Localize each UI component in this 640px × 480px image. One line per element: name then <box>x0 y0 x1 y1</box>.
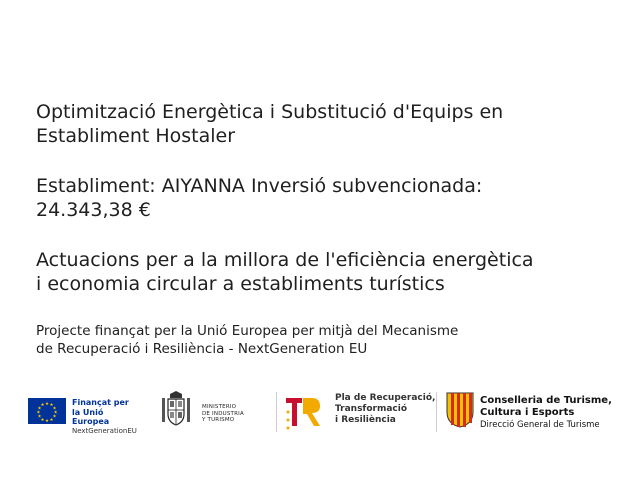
prtr-text <box>335 393 435 426</box>
svg-text:★: ★ <box>49 403 54 409</box>
eu-logo-text <box>72 398 138 436</box>
actions-line-1: Actuacions per a la millora de l'eficiència energètica <box>36 249 534 271</box>
conselleria-text <box>480 395 612 431</box>
svg-text:★: ★ <box>36 410 41 416</box>
spain-coat-of-arms-icon <box>160 390 192 430</box>
svg-text:★: ★ <box>52 414 57 420</box>
svg-text:★: ★ <box>40 417 45 423</box>
eu-logo <box>28 388 138 438</box>
project-title <box>36 100 616 148</box>
funding-note <box>36 322 616 358</box>
main-content <box>36 100 616 372</box>
ministry-logo <box>160 388 260 438</box>
logo-divider-1 <box>276 392 277 432</box>
establishment-line-1: Establiment: AIYANNA Inversió subvencionada: <box>36 175 483 197</box>
eu-line-2: la Unió Europea <box>72 407 110 426</box>
actions-description <box>36 248 616 296</box>
conselleria-line-1: Conselleria de Turisme, <box>480 395 612 406</box>
conselleria-line-3: Direcció General de Turisme <box>480 420 600 430</box>
ministry-line-2: DE INDUSTRIA <box>202 410 244 417</box>
svg-text:★: ★ <box>44 402 50 407</box>
svg-text:★: ★ <box>37 406 42 412</box>
prtr-tr-icon <box>284 392 326 434</box>
conselleria-line-2: Cultura i Esports <box>480 407 575 418</box>
actions-line-2: i economia circular a establiments turístics <box>36 273 445 295</box>
funding-line-2: de Recuperació i Resiliència - NextGeneration EU <box>36 341 368 357</box>
project-title-line-1: Optimització Energètica i Substitució d'Equips en <box>36 101 504 123</box>
ministry-line-3: Y TURISMO <box>202 417 235 423</box>
logo-divider-2 <box>436 392 437 432</box>
ministry-line-1: MINISTERIO <box>202 404 237 410</box>
prtr-line-2: Transformació <box>335 404 408 414</box>
establishment-info <box>36 174 616 222</box>
project-title-line-2: Establiment Hostaler <box>36 125 236 147</box>
eu-line-3: NextGenerationEU <box>72 426 137 435</box>
funding-line-1: Projecte finançat per la Unió Europea per mitjà del Mecanisme <box>36 323 459 339</box>
balearic-shield-icon <box>446 392 474 428</box>
prtr-line-3: i Resiliència <box>335 415 396 425</box>
svg-text:★: ★ <box>49 417 54 423</box>
svg-text:★: ★ <box>52 406 57 412</box>
eu-line-1: Finançat per <box>72 398 129 407</box>
eu-flag-icon <box>28 398 66 424</box>
ministry-text <box>202 404 244 424</box>
prtr-logo <box>284 388 444 438</box>
svg-text:★: ★ <box>37 414 42 420</box>
investment-amount: 24.343,38 € <box>36 199 151 221</box>
conselleria-logo <box>444 388 619 438</box>
svg-text:★: ★ <box>40 403 45 409</box>
prtr-line-1: Pla de Recuperació, <box>335 393 436 403</box>
svg-text:★: ★ <box>44 419 50 424</box>
svg-text:★: ★ <box>53 410 58 416</box>
logo-bar <box>28 388 618 438</box>
